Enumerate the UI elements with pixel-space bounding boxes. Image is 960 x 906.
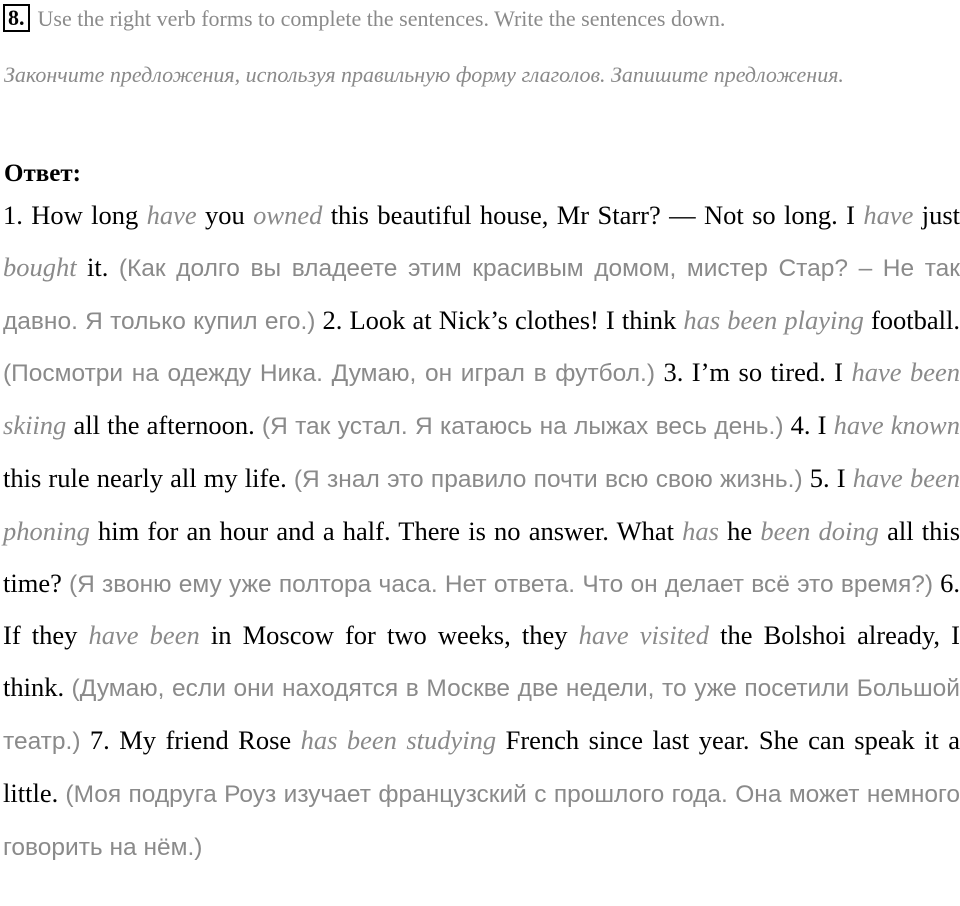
verb-form: owned — [253, 200, 323, 230]
translation: (Я знал это правило почти всю свою жизнь.) — [293, 465, 803, 493]
sentence-text: just — [913, 200, 960, 230]
sentence-text: this beautiful house, Mr Starr? — Not so long. I — [322, 200, 864, 230]
sentence-text: the Bolshoi already, I think. — [3, 620, 960, 703]
sentence-text: him for an hour and a half. There is no answer. What — [89, 515, 683, 546]
translation: (Я так устал. Я катаюсь на лыжах весь день.) — [261, 413, 784, 441]
verb-form: have — [863, 200, 914, 230]
sentence-text: 4. I — [783, 410, 834, 441]
sentence-text: it. — [76, 251, 119, 282]
verb-form: been doing — [760, 515, 879, 546]
verb-form: has been studying — [300, 724, 497, 755]
verb-form: have — [146, 200, 197, 230]
sentence-text: 7. My friend Rose — [80, 724, 301, 755]
sentence-text: all this time? — [3, 515, 960, 598]
sentence-text: French since last year. She can speak it a little. — [3, 724, 960, 808]
answer-label: Ответ: — [4, 160, 81, 187]
verb-form: have been skiing — [3, 357, 960, 441]
sentence-text: he — [719, 515, 761, 546]
sentence-text: all the afternoon. — [66, 410, 262, 441]
sentence-7 — [3, 725, 960, 861]
translation: (Думаю, если они находятся в Москве две недели, то уже посетили Большой театр.) — [3, 675, 960, 755]
verb-form: has — [682, 515, 719, 546]
sentence-text: 2. Look at Nick’s clothes! I think — [315, 304, 684, 335]
task-header — [3, 3, 953, 35]
sentence-text: 5. I — [802, 462, 853, 493]
sentence-text: 3. I’m so tired. I — [654, 357, 852, 388]
verb-form: has been playing — [683, 304, 864, 335]
verb-form: have been phoning — [3, 462, 960, 546]
translation: (Как долго вы владеете этим красивым домом, мистер Стар? – Не так давно. Я только купил его.) — [3, 254, 960, 335]
sentence-text: football. — [863, 304, 960, 335]
sentence-text: 6. If they — [3, 567, 960, 651]
answer-body — [3, 190, 960, 873]
task-instruction-ru: Закончите предложения, используя правильную форму глаголов. Запишите предложения. — [4, 62, 844, 87]
sentence-text: 1. How long — [3, 200, 147, 230]
verb-form: have visited — [578, 620, 709, 651]
task-instruction-en: Use the right verb forms to complete the sentences. Write the sentences down. — [37, 6, 726, 31]
translation: (Моя подруга Роуз изучает французский с прошлого года. Она может немного говорить на нём.) — [3, 780, 960, 861]
verb-form: have been — [88, 620, 200, 651]
sentence-text: this rule nearly all my life. — [3, 462, 294, 493]
sentence-text: you — [196, 200, 254, 230]
translation: (Посмотри на одежду Ника. Думаю, он играл в футбол.) — [3, 360, 655, 388]
translation: (Я звоню ему уже полтора часа. Нет ответа. Что он делает всё это время?) — [68, 570, 934, 598]
verb-form: bought — [3, 251, 77, 282]
verb-form: have known — [833, 410, 960, 441]
task-number-box: 8. — [3, 4, 30, 32]
sentence-text: in Moscow for two weeks, they — [199, 620, 579, 651]
